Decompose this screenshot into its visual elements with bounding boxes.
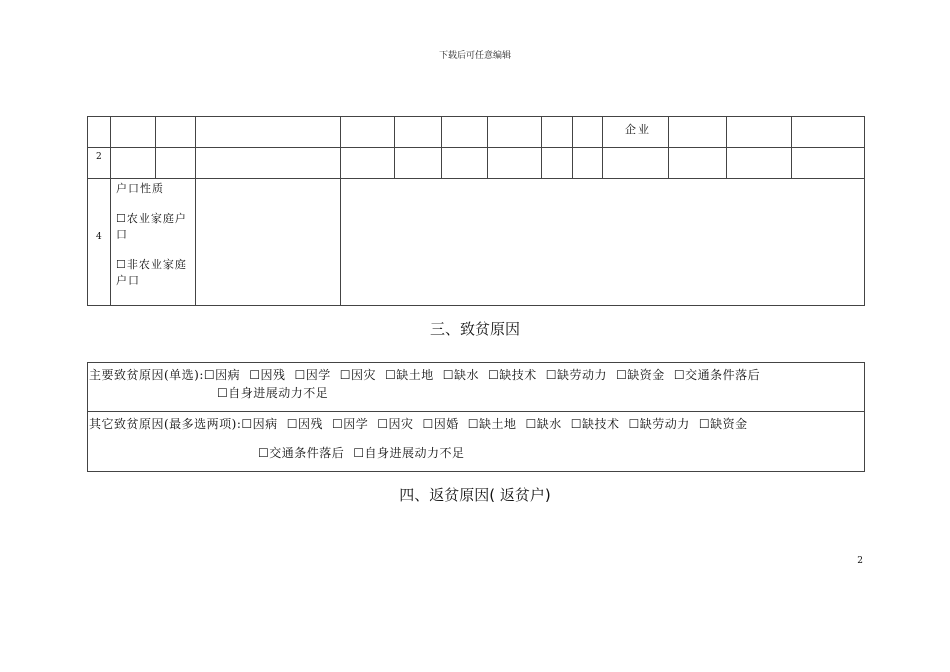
table-cell [87,116,111,148]
table-cell [726,147,792,179]
main-reason-label: 主要致贫原因(单选): [89,368,204,382]
table-cell [668,116,727,148]
row-number: 4 [96,232,102,242]
checkbox-option[interactable]: ☐缺技术 [488,368,537,382]
hukou-option-nonagricultural-cont: 户口 [116,274,140,287]
checkbox-option[interactable]: ☐因灾 [377,417,414,431]
hukou-option-agricultural-cont: 口 [116,228,128,241]
other-reason-line2 [258,444,465,461]
table-cell [394,116,442,148]
enterprise-label: 企业 [625,123,651,136]
checkbox-option[interactable]: ☐自身进展动力不足 [353,446,465,460]
table-cell [394,147,442,179]
hukou-options [116,181,196,289]
table-cell [441,147,488,179]
table-cell [668,147,727,179]
checkbox-option[interactable]: ☐因灾 [339,368,376,382]
checkbox-option[interactable]: ☐缺资金 [698,417,748,431]
checkbox-option[interactable]: ☐因残 [286,417,323,431]
download-note: 下载后可任意编辑 [438,51,511,61]
checkbox-option[interactable]: ☐交通条件落后 [673,368,761,382]
checkbox-option[interactable]: ☐因婚 [422,417,459,431]
table-cell [541,116,573,148]
checkbox-option[interactable]: ☐因学 [294,368,331,382]
table-cell [195,178,341,306]
hukou-option-nonagricultural[interactable]: ☐非农业家庭 [116,258,187,271]
main-reason-line2 [217,384,328,401]
other-reason-label: 其它致贫原因(最多选两项): [89,417,242,431]
table-cell [110,116,156,148]
table-cell [572,147,603,179]
checkbox-option[interactable]: ☐自身进展动力不足 [217,386,329,400]
checkbox-option[interactable]: ☐缺土地 [384,368,434,382]
household-table [87,116,865,306]
hukou-title: 户口性质 [116,182,164,195]
table-cell [541,147,573,179]
table-cell [487,147,542,179]
checkbox-option[interactable]: ☐因病 [241,417,278,431]
spacer [116,243,196,257]
page-number: 2 [857,556,863,566]
checkbox-option[interactable]: ☐缺水 [442,368,480,382]
table-cell [110,147,156,179]
table-cell [195,116,341,148]
table-cell [487,116,542,148]
row-number: 2 [96,152,102,162]
checkbox-option[interactable]: ☐缺水 [525,417,562,431]
table-cell [791,147,865,179]
checkbox-option[interactable]: ☐缺技术 [570,417,620,431]
table-cell [340,147,395,179]
table-cell [195,147,341,179]
table-cell [791,116,865,148]
table-cell [340,178,865,306]
table-cell [602,147,669,179]
checkbox-option[interactable]: ☐交通条件落后 [258,446,345,460]
table-cell [572,116,603,148]
checkbox-option[interactable]: ☐因残 [249,368,286,382]
table-cell [726,116,792,148]
main-reason-line1 [89,366,760,383]
checkbox-option[interactable]: ☐缺劳动力 [545,368,608,382]
hukou-option-agricultural[interactable]: ☐农业家庭户 [116,212,187,225]
section-title-poverty-causes: 三、致贫原因 [429,320,520,338]
checkbox-option[interactable]: ☐因学 [331,417,369,431]
table-cell [155,116,196,148]
spacer [116,197,196,211]
table-cell [340,116,395,148]
checkbox-option[interactable]: ☐因病 [203,368,241,382]
checkbox-option[interactable]: ☐缺劳动力 [628,417,690,431]
other-reason-line1 [89,415,748,432]
table-cell [155,147,196,179]
row-number-cell [87,178,111,306]
table-cell [441,116,488,148]
checkbox-option[interactable]: ☐缺土地 [467,417,517,431]
section-title-return-poverty: 四、返贫原因( 返贫户) [399,486,551,504]
checkbox-option[interactable]: ☐缺资金 [616,368,665,382]
